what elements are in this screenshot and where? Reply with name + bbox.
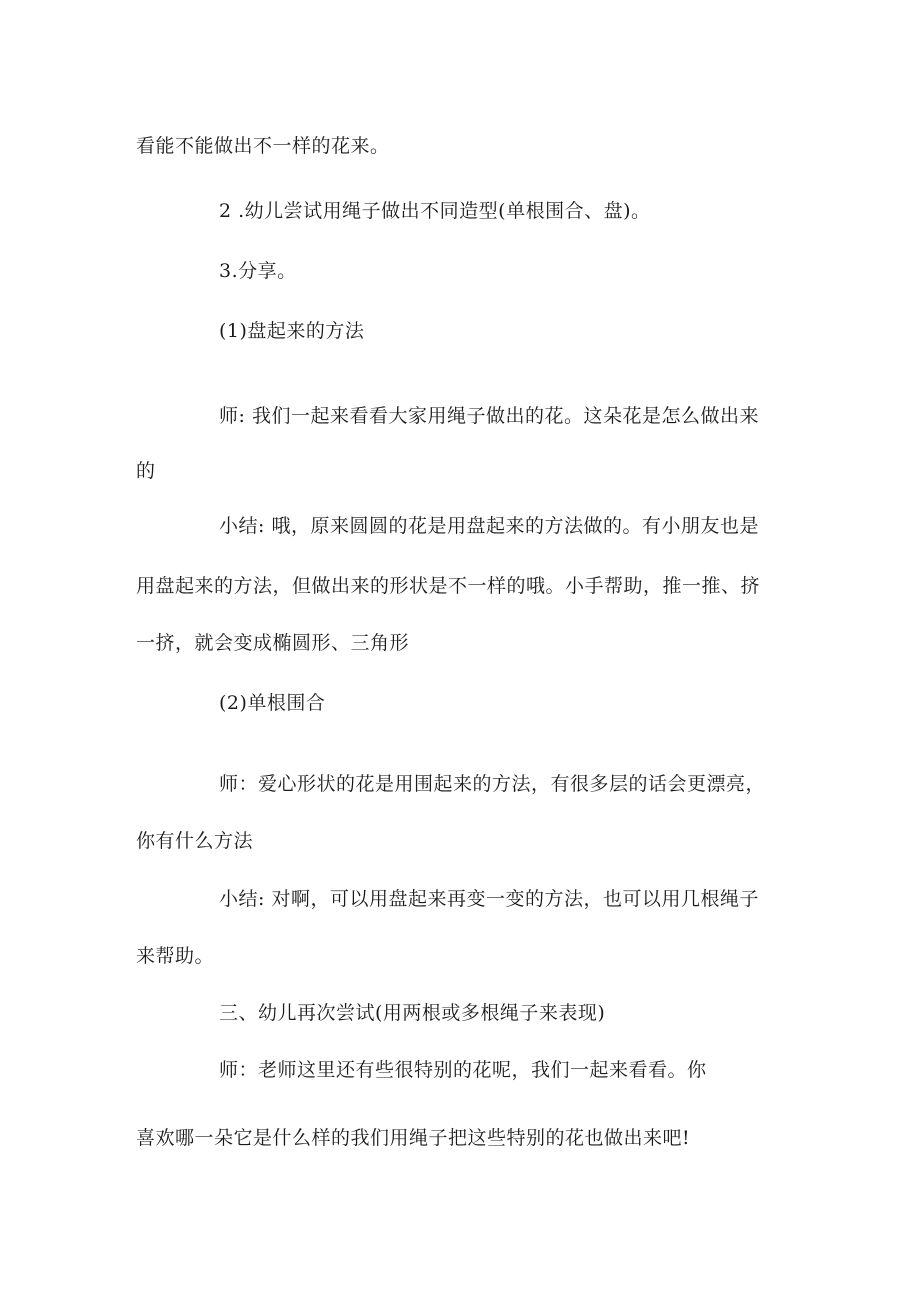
text-line-13: 小结: 对啊，可以用盘起来再变一变的方法，也可以用几根绳子 [219, 888, 759, 910]
text-line-16: 师：老师这里还有些很特别的花呢，我们一起来看看。你 [219, 1059, 707, 1081]
text-line-10: (2)单根围合 [219, 692, 326, 714]
text-line-7: 小结: 哦，原来圆圆的花是用盘起来的方法做的。有小朋友也是 [219, 515, 759, 537]
text-line-15: 三、幼儿再次尝试(用两根或多根绳子来表现) [219, 1002, 606, 1024]
text-line-3: 3.分享。 [219, 260, 297, 282]
text-line-5: 师: 我们一起来看看大家用绳子做出的花。这朵花是怎么做出来 [219, 405, 759, 427]
text-line-2: 2 .幼儿尝试用绳子做出不同造型(单根围合、盘)。 [219, 200, 651, 222]
text-line-9: 一挤，就会变成椭圆形、三角形 [136, 632, 410, 654]
text-line-1: 看能不能做出不一样的花来。 [136, 135, 390, 157]
text-line-4: (1)盘起来的方法 [219, 320, 365, 342]
text-line-6: 的 [136, 460, 156, 482]
text-line-11: 师：爱心形状的花是用围起来的方法，有很多层的话会更漂亮， [219, 773, 766, 795]
text-line-17: 喜欢哪一朵它是什么样的我们用绳子把这些特别的花也做出来吧! [136, 1127, 691, 1149]
text-line-12: 你有什么方法 [136, 830, 254, 852]
text-line-8: 用盘起来的方法，但做出来的形状是不一样的哦。小手帮助，推一推、挤 [136, 575, 761, 597]
text-line-14: 来帮助。 [136, 945, 215, 967]
